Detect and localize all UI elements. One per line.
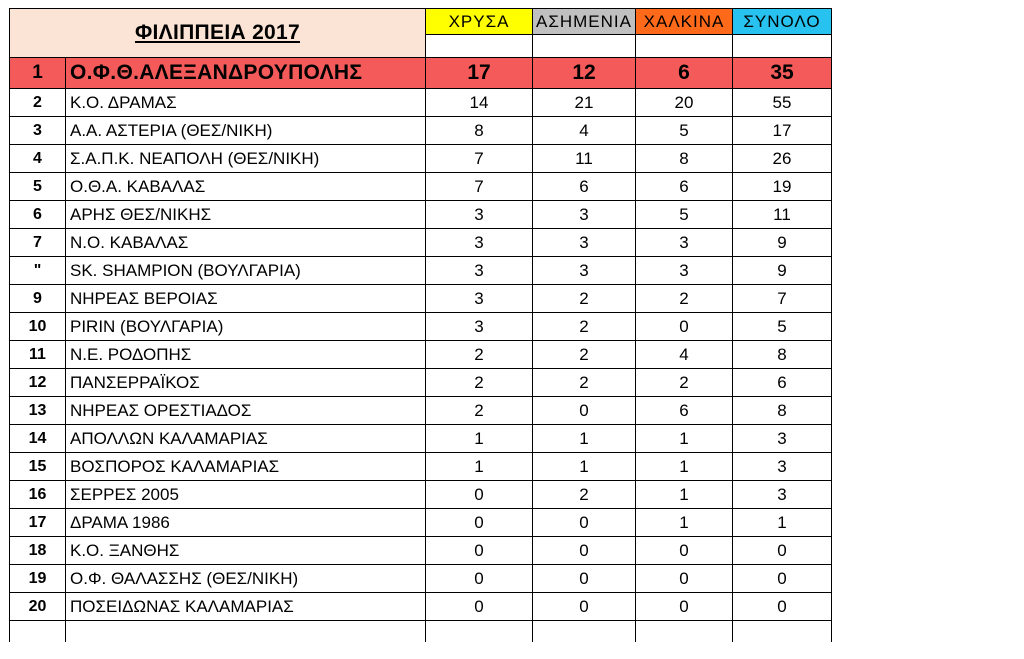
- silver-cell: 2: [533, 313, 636, 341]
- team-cell: Ο.Φ. ΘΑΛΑΣΣΗΣ (ΘΕΣ/ΝΙΚΗ): [66, 565, 426, 593]
- team-cell: ΠΟΣΕΙΔΩΝΑΣ ΚΑΛΑΜΑΡΙΑΣ: [66, 593, 426, 621]
- total-cell: 7: [733, 285, 832, 313]
- rank-cell: 15: [10, 453, 66, 481]
- table-row: [10, 117, 832, 145]
- team-cell: ΠΑΝΣΕΡΡΑΪΚΟΣ: [66, 369, 426, 397]
- rank-cell: 11: [10, 341, 66, 369]
- bronze-cell: 4: [636, 341, 733, 369]
- rank-cell: 9: [10, 285, 66, 313]
- gold-cell: 3: [426, 201, 533, 229]
- rank-cell: 5: [10, 173, 66, 201]
- total-cell: 6: [733, 369, 832, 397]
- table-row: [10, 173, 832, 201]
- empty-cell: [533, 621, 636, 643]
- table-row: [10, 369, 832, 397]
- gold-cell: 2: [426, 397, 533, 425]
- rank-cell: 13: [10, 397, 66, 425]
- total-cell: 3: [733, 425, 832, 453]
- total-cell: 35: [733, 58, 832, 89]
- total-cell: 0: [733, 593, 832, 621]
- table-row: [10, 593, 832, 621]
- silver-cell: 3: [533, 201, 636, 229]
- table-row: [10, 229, 832, 257]
- team-cell: ΑΠΟΛΛΩΝ ΚΑΛΑΜΑΡΙΑΣ: [66, 425, 426, 453]
- bronze-cell: 2: [636, 285, 733, 313]
- silver-cell: 3: [533, 229, 636, 257]
- total-cell: 0: [733, 537, 832, 565]
- total-cell: 3: [733, 481, 832, 509]
- table-row: [10, 481, 832, 509]
- gold-cell: 0: [426, 565, 533, 593]
- silver-cell: 21: [533, 89, 636, 117]
- rank-cell: 16: [10, 481, 66, 509]
- silver-cell: 0: [533, 509, 636, 537]
- gold-cell: 1: [426, 453, 533, 481]
- silver-cell: 0: [533, 397, 636, 425]
- total-cell: 9: [733, 257, 832, 285]
- gold-cell: 7: [426, 173, 533, 201]
- header-gold: ΧΡΥΣΑ: [426, 9, 533, 35]
- table-row: [10, 509, 832, 537]
- table-row: [10, 453, 832, 481]
- gold-cell: 0: [426, 593, 533, 621]
- team-cell: Σ.Α.Π.Κ. ΝΕΑΠΟΛΗ (ΘΕΣ/ΝΙΚΗ): [66, 145, 426, 173]
- gold-cell: 0: [426, 537, 533, 565]
- bronze-cell: 6: [636, 397, 733, 425]
- empty-cell: [426, 621, 533, 643]
- gold-cell: 0: [426, 509, 533, 537]
- rank-cell: 14: [10, 425, 66, 453]
- bronze-cell: 3: [636, 257, 733, 285]
- table-row: [10, 341, 832, 369]
- rank-cell: 17: [10, 509, 66, 537]
- table-row: [10, 537, 832, 565]
- silver-cell: 11: [533, 145, 636, 173]
- team-cell: Ο.Θ.Α. ΚΑΒΑΛΑΣ: [66, 173, 426, 201]
- team-cell: ΝΗΡΕΑΣ ΟΡΕΣΤΙΑΔΟΣ: [66, 397, 426, 425]
- bronze-cell: 1: [636, 509, 733, 537]
- gold-cell: 7: [426, 145, 533, 173]
- total-cell: 0: [733, 565, 832, 593]
- bronze-cell: 1: [636, 481, 733, 509]
- rank-cell: 1: [10, 58, 66, 89]
- team-cell: ΣΕΡΡΕΣ 2005: [66, 481, 426, 509]
- silver-cell: 2: [533, 481, 636, 509]
- silver-cell: 0: [533, 537, 636, 565]
- bronze-cell: 0: [636, 313, 733, 341]
- table-row-empty: [10, 621, 832, 643]
- empty-cell: [733, 35, 832, 58]
- silver-cell: 2: [533, 341, 636, 369]
- bronze-cell: 8: [636, 145, 733, 173]
- table-row: [10, 89, 832, 117]
- bronze-cell: 0: [636, 565, 733, 593]
- empty-cell: [533, 35, 636, 58]
- team-cell: Ο.Φ.Θ.ΑΛΕΞΑΝΔΡΟΥΠΟΛΗΣ: [66, 58, 426, 89]
- silver-cell: 12: [533, 58, 636, 89]
- rank-cell: 20: [10, 593, 66, 621]
- table-row: [10, 285, 832, 313]
- empty-cell: [10, 621, 66, 643]
- rank-cell: 12: [10, 369, 66, 397]
- table-row: [10, 201, 832, 229]
- gold-cell: 3: [426, 313, 533, 341]
- bronze-cell: 5: [636, 117, 733, 145]
- gold-cell: 0: [426, 481, 533, 509]
- silver-cell: 4: [533, 117, 636, 145]
- rank-cell: 7: [10, 229, 66, 257]
- total-cell: 17: [733, 117, 832, 145]
- total-cell: 19: [733, 173, 832, 201]
- team-cell: Κ.Ο. ΔΡΑΜΑΣ: [66, 89, 426, 117]
- bronze-cell: 20: [636, 89, 733, 117]
- total-cell: 11: [733, 201, 832, 229]
- rank-cell: 4: [10, 145, 66, 173]
- empty-cell: [636, 35, 733, 58]
- bronze-cell: 0: [636, 537, 733, 565]
- empty-cell: [66, 621, 426, 643]
- bronze-cell: 6: [636, 58, 733, 89]
- rank-cell: 18: [10, 537, 66, 565]
- team-cell: Κ.Ο. ΞΑΝΘΗΣ: [66, 537, 426, 565]
- silver-cell: 3: [533, 257, 636, 285]
- team-cell: SK. SHAMPION (ΒΟΥΛΓΑΡΙΑ): [66, 257, 426, 285]
- bronze-cell: 1: [636, 425, 733, 453]
- team-cell: PIRIN (ΒΟΥΛΓΑΡΙΑ): [66, 313, 426, 341]
- total-cell: 5: [733, 313, 832, 341]
- rank-cell: 3: [10, 117, 66, 145]
- header-bronze: ΧΑΛΚΙΝΑ: [636, 9, 733, 35]
- gold-cell: 3: [426, 285, 533, 313]
- silver-cell: 0: [533, 593, 636, 621]
- table-title: ΦΙΛΙΠΠΕΙΑ 2017: [10, 9, 426, 58]
- silver-cell: 2: [533, 369, 636, 397]
- rank-cell: 10: [10, 313, 66, 341]
- team-cell: ΔΡΑΜΑ 1986: [66, 509, 426, 537]
- total-cell: 8: [733, 341, 832, 369]
- total-cell: 55: [733, 89, 832, 117]
- medal-table: [9, 8, 832, 642]
- gold-cell: 2: [426, 341, 533, 369]
- gold-cell: 3: [426, 257, 533, 285]
- rank-cell: 2: [10, 89, 66, 117]
- total-cell: 8: [733, 397, 832, 425]
- silver-cell: 2: [533, 285, 636, 313]
- team-cell: Ν.Ε. ΡΟΔΟΠΗΣ: [66, 341, 426, 369]
- team-cell: Ν.Ο. ΚΑΒΑΛΑΣ: [66, 229, 426, 257]
- gold-cell: 8: [426, 117, 533, 145]
- rank-cell: 19: [10, 565, 66, 593]
- table-row: [10, 565, 832, 593]
- gold-cell: 2: [426, 369, 533, 397]
- silver-cell: 1: [533, 425, 636, 453]
- gold-cell: 3: [426, 229, 533, 257]
- rank-cell: 6: [10, 201, 66, 229]
- gold-cell: 14: [426, 89, 533, 117]
- team-cell: ΝΗΡΕΑΣ ΒΕΡΟΙΑΣ: [66, 285, 426, 313]
- empty-cell: [426, 35, 533, 58]
- team-cell: ΑΡΗΣ ΘΕΣ/ΝΙΚΗΣ: [66, 201, 426, 229]
- total-cell: 26: [733, 145, 832, 173]
- table-row: [10, 397, 832, 425]
- bronze-cell: 2: [636, 369, 733, 397]
- bronze-cell: 5: [636, 201, 733, 229]
- bronze-cell: 6: [636, 173, 733, 201]
- empty-cell: [733, 621, 832, 643]
- empty-cell: [636, 621, 733, 643]
- gold-cell: 17: [426, 58, 533, 89]
- table-row: [10, 425, 832, 453]
- bronze-cell: 0: [636, 593, 733, 621]
- header-total: ΣΥΝΟΛΟ: [733, 9, 832, 35]
- table-row-leader: [10, 58, 832, 89]
- rank-cell: ": [10, 257, 66, 285]
- header-silver: ΑΣΗΜΕΝΙΑ: [533, 9, 636, 35]
- team-cell: Α.Α. ΑΣΤΕΡΙΑ (ΘΕΣ/ΝΙΚΗ): [66, 117, 426, 145]
- bronze-cell: 1: [636, 453, 733, 481]
- silver-cell: 0: [533, 565, 636, 593]
- table-row: [10, 257, 832, 285]
- gold-cell: 1: [426, 425, 533, 453]
- team-cell: ΒΟΣΠΟΡΟΣ ΚΑΛΑΜΑΡΙΑΣ: [66, 453, 426, 481]
- table-row: [10, 145, 832, 173]
- total-cell: 3: [733, 453, 832, 481]
- bronze-cell: 3: [636, 229, 733, 257]
- silver-cell: 1: [533, 453, 636, 481]
- total-cell: 1: [733, 509, 832, 537]
- silver-cell: 6: [533, 173, 636, 201]
- total-cell: 9: [733, 229, 832, 257]
- table-row: [10, 313, 832, 341]
